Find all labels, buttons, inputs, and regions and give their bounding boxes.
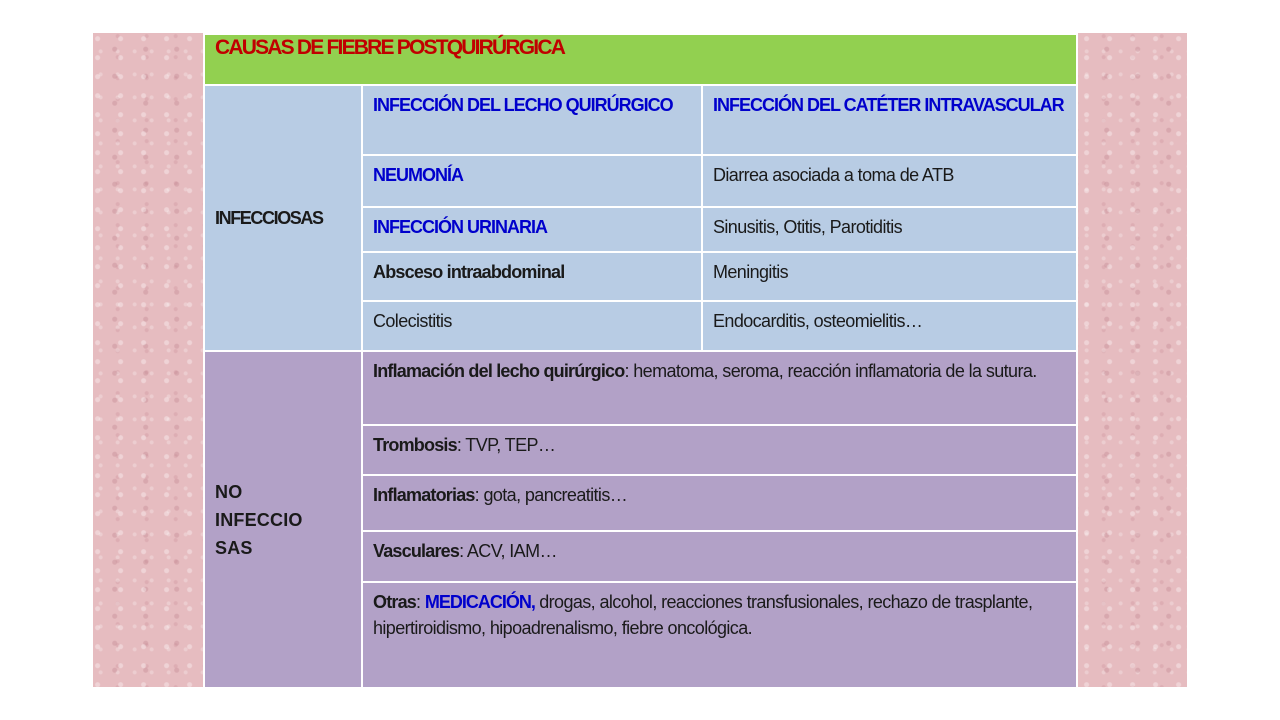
table-row	[204, 351, 1077, 425]
fever-causes-table	[203, 33, 1078, 689]
cell-infecciosas-2-left: INFECCIÓN URINARIA	[362, 207, 702, 252]
table-title	[204, 34, 1077, 85]
table-row	[204, 85, 1077, 155]
title-text: CAUSAS DE FIEBRE POSTQUIRÚRGICA	[215, 36, 565, 59]
cell-no-infecciosas-1: Trombosis: TVP, TEP…	[362, 425, 1077, 475]
cell-infecciosas-4-left: Colecistitis	[362, 301, 702, 351]
cell-no-infecciosas-3: Vasculares: ACV, IAM…	[362, 531, 1077, 582]
header-row	[204, 34, 1077, 85]
cell-infecciosas-2-right: Sinusitis, Otitis, Parotiditis	[702, 207, 1077, 252]
cell-infecciosas-0-left: INFECCIÓN DEL LECHO QUIRÚRGICO	[362, 85, 702, 155]
cell-no-infecciosas-4: Otras: MEDICACIÓN, drogas, alcohol, reacciones transfusionales, rechazo de trasplante, hipertiroidismo, hipoadrenalismo, fiebre oncológica.	[362, 582, 1077, 688]
group-label-infecciosas: INFECCIOSAS	[204, 85, 362, 351]
cell-infecciosas-3-left: Absceso intraabdominal	[362, 252, 702, 301]
cell-no-infecciosas-0: Inflamación del lecho quirúrgico: hematoma, seroma, reacción inflamatoria de la sutura.	[362, 351, 1077, 425]
cell-no-infecciosas-2: Inflamatorias: gota, pancreatitis…	[362, 475, 1077, 531]
cell-infecciosas-1-left: NEUMONÍA	[362, 155, 702, 207]
cell-infecciosas-4-right: Endocarditis, osteomielitis…	[702, 301, 1077, 351]
cell-infecciosas-3-right: Meningitis	[702, 252, 1077, 301]
cell-infecciosas-0-right: INFECCIÓN DEL CATÉTER INTRAVASCULAR	[702, 85, 1077, 155]
group-label-no-infecciosas: NO INFECCIO SAS	[204, 351, 362, 688]
cell-infecciosas-1-right: Diarrea asociada a toma de ATB	[702, 155, 1077, 207]
